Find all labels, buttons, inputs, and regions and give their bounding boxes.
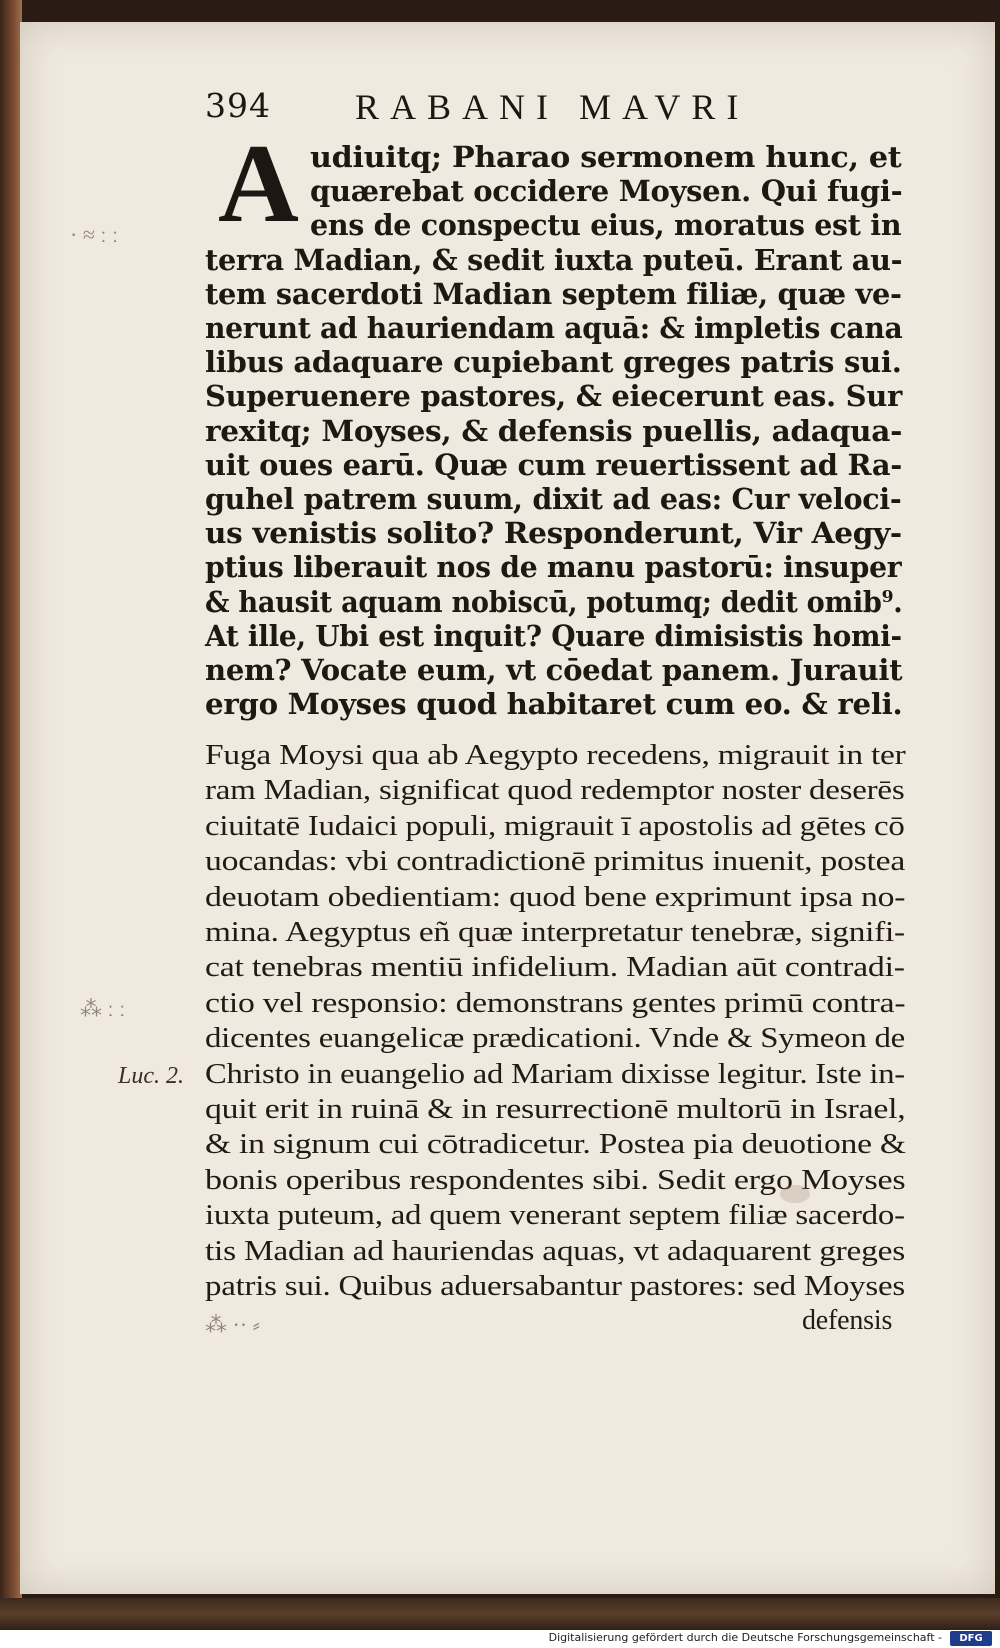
dfg-logo: DFG xyxy=(950,1631,992,1646)
faded-margin-mark: · ≈ ː ː xyxy=(70,222,119,247)
roman-line: uocandas: vbi contradictionē primitus inuenit, postea xyxy=(205,846,906,878)
faded-margin-mark: ⁂ ː ː xyxy=(80,996,126,1021)
blackletter-line: ptius liberauit nos de manu pastorū: insuper xyxy=(205,550,902,585)
blackletter-line: tem sacerdoti Madian septem filiæ, quæ ve- xyxy=(205,276,902,311)
roman-line: patris sui. Quibus aduersabantur pastores: sed Moyses xyxy=(205,1271,905,1302)
blackletter-line: us venistis solito? Responderunt, Vir Aegy- xyxy=(205,516,902,551)
footer-bar xyxy=(0,1630,1000,1648)
catchword: defensis xyxy=(802,1305,893,1336)
blackletter-line: ergo Moyses quod habitaret cum eo. & reli. xyxy=(205,687,903,722)
blackletter-line: & hausit aquam nobiscū, potumq; dedit omib⁹. xyxy=(205,584,903,619)
blackletter-line: Superuenere pastores, & eiecerunt eas. Sur xyxy=(205,379,903,414)
blackletter-line: ens de conspectu eius, moratus est in xyxy=(310,208,902,243)
blackletter-line: uit oues earū. Quæ cum reuertissent ad Ra- xyxy=(205,447,902,482)
book-bottom-edge xyxy=(0,1598,1000,1630)
roman-line: tis Madian ad hauriendas aquas, vt adaquarent greges xyxy=(205,1235,905,1267)
roman-line: bonis operibus respondentes sibi. Sedit ergo Moyses xyxy=(205,1164,906,1196)
roman-line: iuxta puteum, ad quem venerant septem filiæ sacerdo- xyxy=(205,1200,905,1232)
page-stain xyxy=(780,1185,810,1203)
blackletter-line: libus adaquare cupiebant greges patris sui. xyxy=(205,345,902,380)
roman-line: deuotam obedientiam: quod bene exprimunt ipsa no- xyxy=(205,881,906,913)
blackletter-line: rexitq; Moyses, & defensis puellis, adaqua- xyxy=(205,413,903,448)
roman-line: & in signum cui cōtradicetur. Postea pia deuotione & xyxy=(205,1129,906,1161)
roman-line: mina. Aegyptus eñ quæ interpretatur tenebræ, signifi- xyxy=(205,917,905,948)
book-spine-edge xyxy=(0,0,22,1630)
blackletter-line: guhel patrem suum, dixit ad eas: Cur veloci- xyxy=(205,482,902,516)
roman-line: quit erit in ruinā & in resurrectionē multorū in Israel, xyxy=(205,1094,906,1125)
blackletter-line: nerunt ad hauriendam aquā: & impletis cana xyxy=(205,311,903,345)
roman-line: ciuitatē Iudaici populi, migrauit ī apostolis ad gētes cō xyxy=(205,810,905,842)
page-header xyxy=(205,86,855,138)
faded-margin-mark: ⁂ ·· ⸗ xyxy=(205,1312,260,1337)
roman-line: Fuga Moysi qua ab Aegypto recedens, migrauit in ter xyxy=(205,740,906,771)
drop-capital: A xyxy=(218,122,299,246)
footer-credit: Digitalisierung gefördert durch die Deutsche Forschungsgemeinschaft - xyxy=(548,1631,942,1644)
running-head: RABANI MAVRI xyxy=(355,87,750,127)
blackletter-line: udiuitq; Pharao sermonem hunc, et xyxy=(310,140,902,174)
roman-line: Christo in euangelio ad Mariam dixisse legitur. Iste in- xyxy=(205,1058,905,1090)
margin-note-luke: Luc. 2. xyxy=(118,1063,184,1089)
roman-line: dicentes euangelicæ prædicationi. Vnde & Symeon de xyxy=(205,1023,906,1055)
page-number: 394 xyxy=(205,86,271,125)
blackletter-line: terra Madian, & sedit iuxta puteū. Erant au- xyxy=(205,242,903,277)
blackletter-line: nem? Vocate eum, vt cōedat panem. Jurauit xyxy=(205,653,903,687)
blackletter-line: quærebat occidere Moysen. Qui fugi- xyxy=(310,174,903,209)
blackletter-line: At ille, Ubi est inquit? Quare dimisistis homi- xyxy=(205,618,902,653)
roman-line: ctio vel responsio: demonstrans gentes primū contra- xyxy=(205,987,906,1019)
roman-line: cat tenebras mentiū infidelium. Madian aūt contradi- xyxy=(205,952,905,984)
roman-line: ram Madian, significat quod redemptor noster deserēs xyxy=(205,775,905,807)
